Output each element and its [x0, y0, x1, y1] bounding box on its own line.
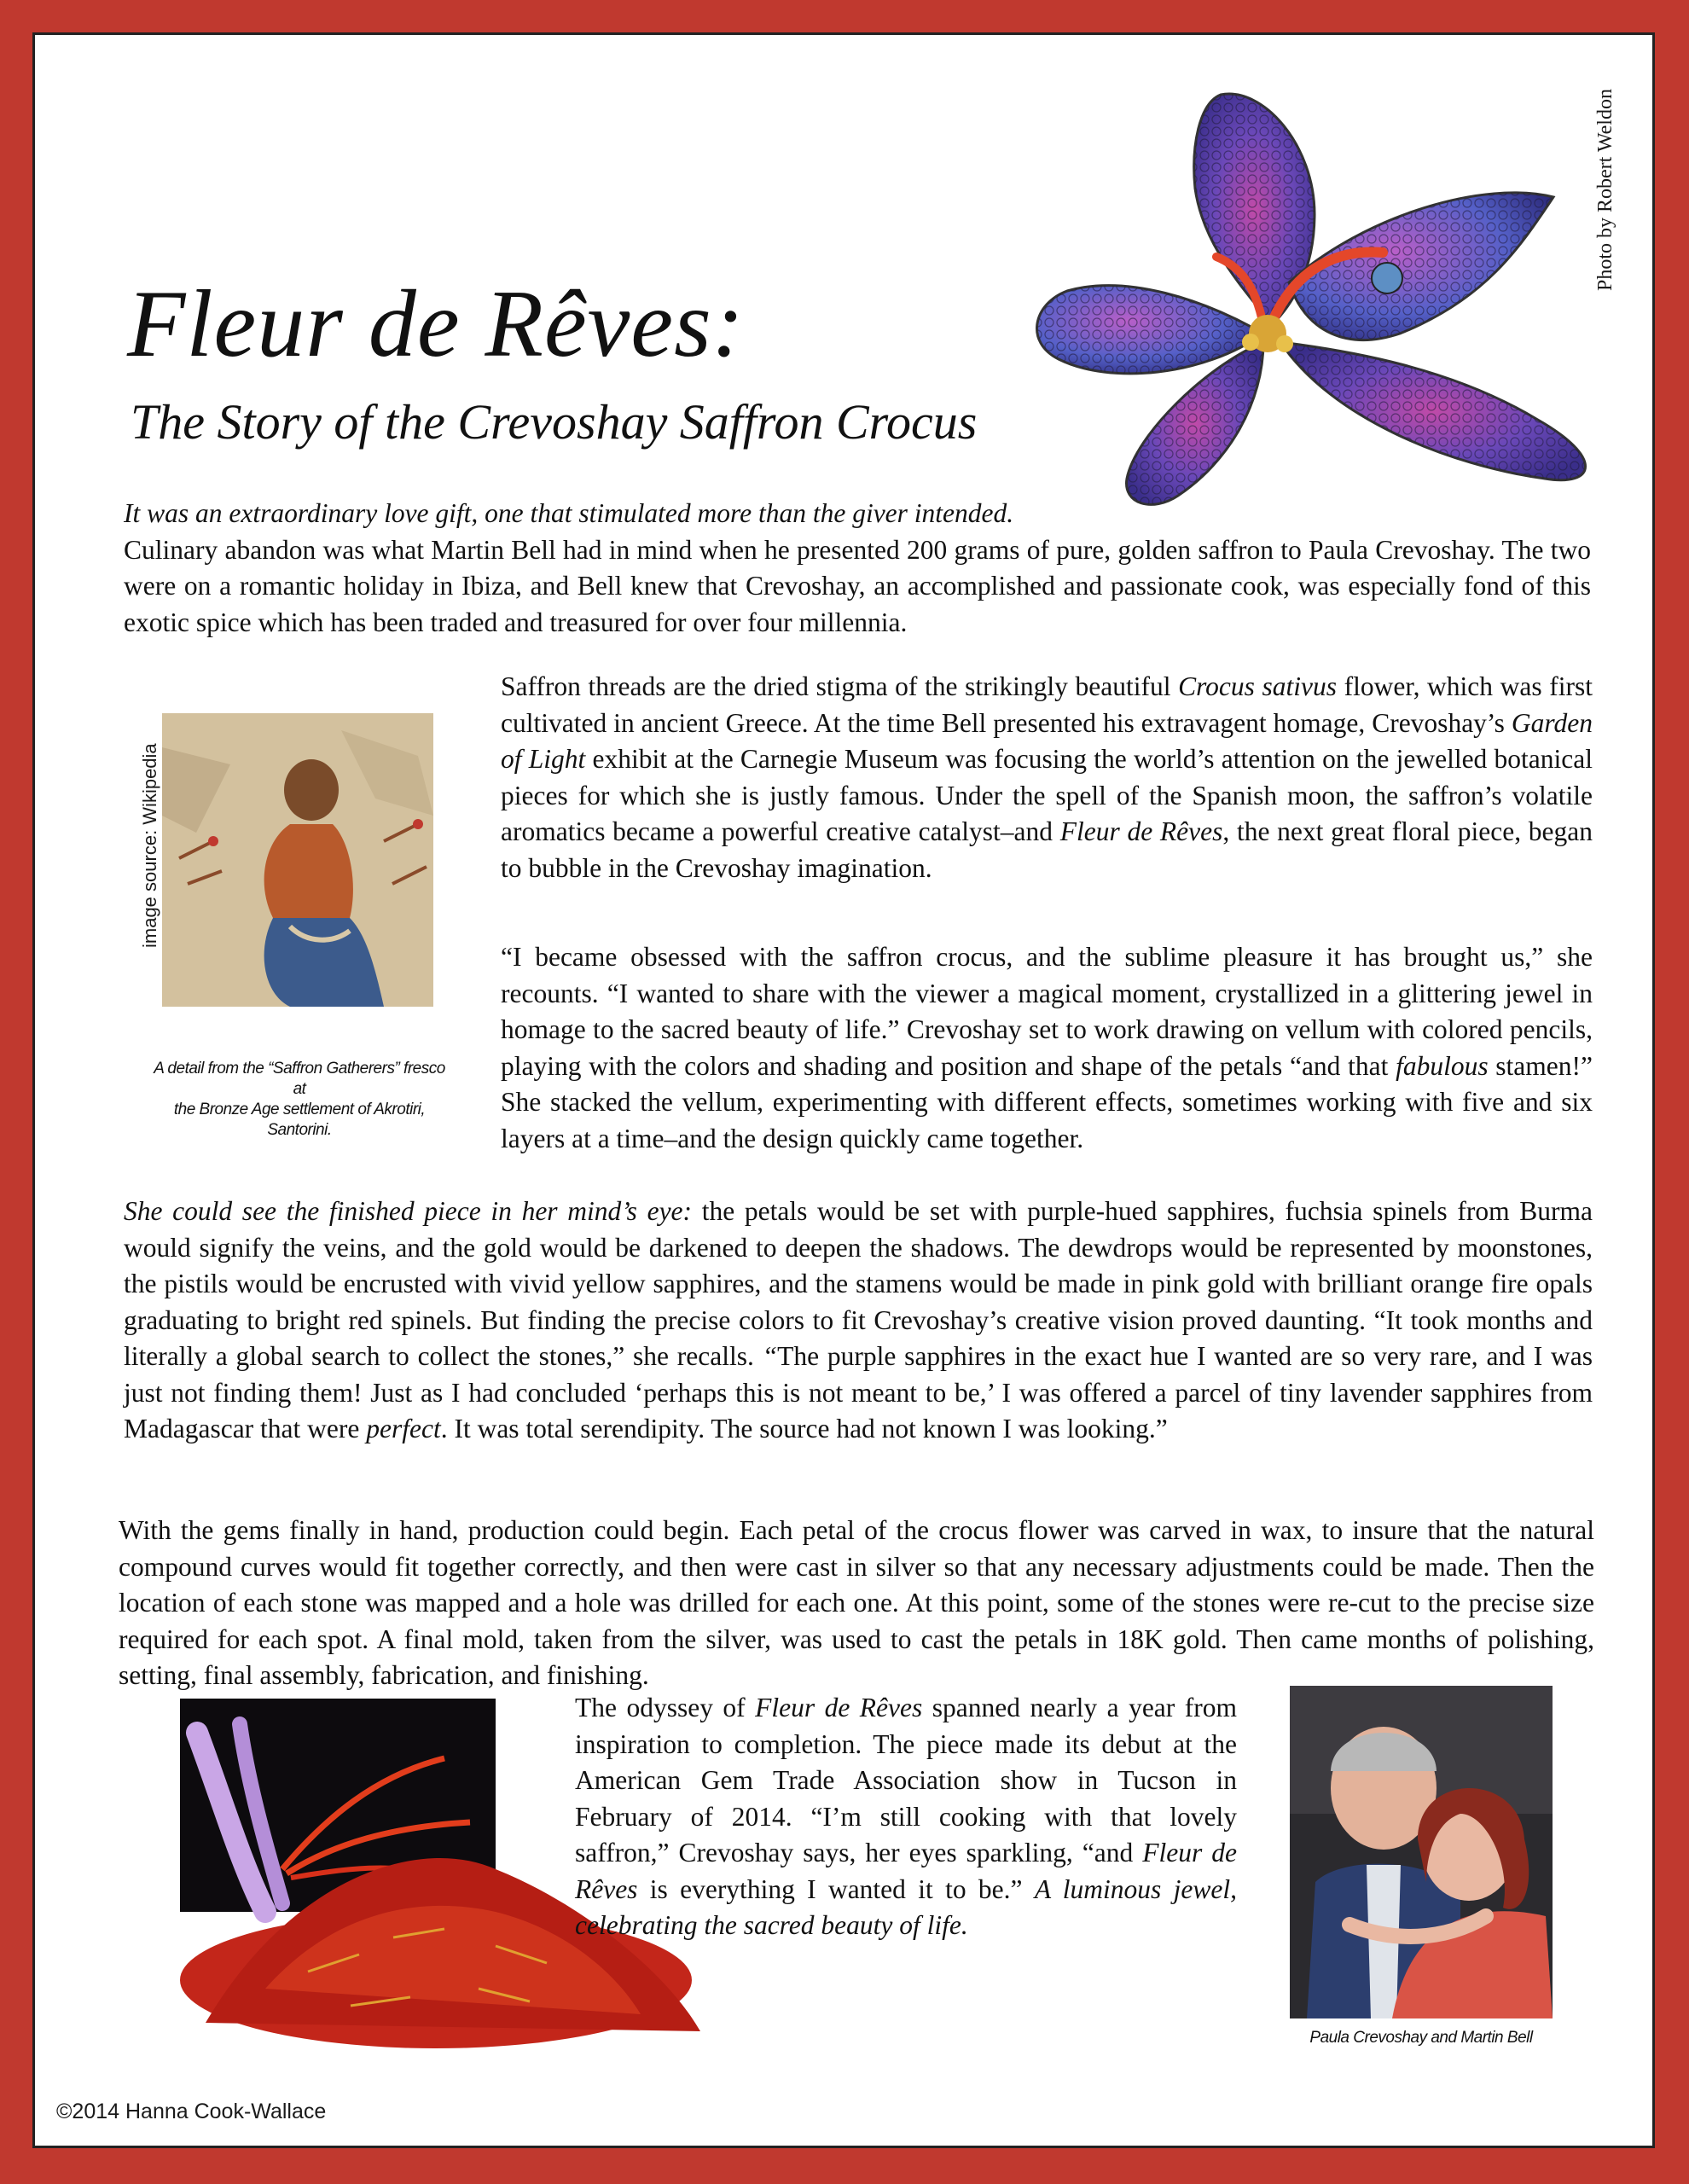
photo-caption: Paula Crevoshay and Martin Bell [1309, 2029, 1533, 2047]
brooch-image [1007, 78, 1622, 530]
paragraph-crocus [501, 669, 1593, 886]
p2-text-4: , the next great floral piece, began to bubble in the Crevoshay imagination. [501, 816, 1593, 883]
p6-text-2: spanned nearly a year from inspiration to completion. The piece made its debut at the American Gem Trade Association show in Tucson in February of 2014. “I’m still cooking with that lovely saffron,” Crevoshay says, her eyes sparkling, “and [575, 1693, 1237, 1867]
intro-paragraph [124, 496, 1591, 641]
p6-italic-1: Fleur de Rêves [755, 1693, 923, 1722]
p6-italic-3: A luminous jewel, celebrating the sacred beauty of life. [575, 1873, 1237, 1940]
intro-text: Culinary abandon was what Martin Bell had in mind when he presented 200 grams of pure, golden saffron to Paula Crevoshay. The two were on a romantic holiday in Ibiza, and Bell knew that Crevoshay, an accomplished and passionate cook, was especially fond of this exotic spice which has been traded and treasured for over four millennia. [124, 534, 1591, 637]
article-title: Fleur de Rêves: [127, 271, 745, 377]
article-page [32, 32, 1655, 2148]
p2-italic-2: Garden of Light [501, 707, 1593, 774]
p4-text-1: the petals would be set with purple-hued sapphires, fuchsia spinels from Burma would signify the veins, and the gold would be darkened to deepen the shadows. The dewdrops would be represented by moonstones, the pistils would be encrusted with vivid yellow sapphires, and the stamens would be made in pink gold with brilliant orange fire opals graduating to bright red spinels. But finding the precise colors to fit Crevoshay’s creative vision proved daunting. “It took months and literally a global search to collect the stones,” she recalls. [124, 1196, 1593, 1371]
p4-lead: She could see the finished piece in her mind’s eye: [124, 1196, 693, 1226]
paragraph-obsessed [501, 939, 1593, 1157]
p3-text-1: “I became obsessed with the saffron crocus, and the sublime pleasure it has brought us,” she recounts. “I wanted to share with the viewer a magical moment, crystallized in a glittering jewel in homage to the sacred beauty of life.” Crevoshay set to work drawing on vellum with colored pencils, playing with the colors and shading and position and shape of the petals “and that [501, 942, 1593, 1081]
p3-text-2: stamen!” She stacked the vellum, experimenting with different effects, sometimes working with five and six layers at a time–and the design quickly came together. [501, 1050, 1593, 1153]
couple-photo [1290, 1686, 1553, 2018]
p4-text-3: . It was total serendipity. The source had not known I was looking.” [440, 1414, 1168, 1443]
fresco-source: image source: Wikipedia [139, 743, 160, 948]
intro-lead: It was an extraordinary love gift, one that stimulated more than the giver intended. [124, 498, 1014, 528]
p3-italic-1: fabulous [1396, 1050, 1489, 1081]
p2-text-1: Saffron threads are the dried stigma of the strikingly beautiful [501, 671, 1179, 701]
fresco-caption [146, 1059, 453, 1141]
p2-italic-1: Crocus sativus [1178, 671, 1338, 701]
fresco-caption-line-1: A detail from the “Saffron Gatherers” fresco at [154, 1060, 445, 1098]
paragraph-minds-eye [124, 1194, 1593, 1448]
p4-text-2: The purple sapphires in the exact hue I wanted are so very rare, and I was just not finding them! Just as I had concluded ‘perhaps this is not meant to be,’ I was offered a parcel of tiny lavender sapphires from Madagascar that were [124, 1341, 1593, 1443]
p6-italic-2: Fleur de Rêves [575, 1838, 1238, 1904]
article-subtitle: The Story of the Crevoshay Saffron Crocus [131, 394, 978, 450]
photo-credit: Photo by Robert Weldon [1594, 89, 1616, 291]
p5-text: With the gems finally in hand, production could begin. Each petal of the crocus flower was carved in wax, to insure that the natural compound curves would fit together correctly, and then were cast in silver so that any necessary adjustments could be made. Then the location of each stone was mapped and a hole was drilled for each one. At this point, some of the stones were re-cut to the precise size required for each spot. A final mold, taken from the silver, was used to cast the petals in 18K gold. Then came months of polishing, setting, final assembly, fabrication, and finishing. [119, 1515, 1594, 1690]
p6-text-3: is everything I wanted it to be.” [637, 1873, 1035, 1904]
fresco-caption-line-2: the Bronze Age settlement of Akrotiri, Santorini. [173, 1101, 426, 1139]
p6-text-1: The odyssey of [575, 1693, 756, 1722]
p4-italic-2: perfect [366, 1414, 441, 1443]
paragraph-production [119, 1513, 1594, 1694]
copyright: ©2014 Hanna Cook-Wallace [56, 2100, 327, 2123]
fresco-image [162, 713, 433, 1007]
p2-italic-3: Fleur de Rêves [1059, 816, 1223, 846]
p2-text-3: exhibit at the Carnegie Museum was focusing the world’s attention on the jewelled botanical pieces for which she is justly famous. Under the spell of the Spanish moon, the saffron’s volatile aromatics became a powerful creative catalyst–and [501, 744, 1593, 846]
paragraph-odyssey [575, 1690, 1237, 1944]
p2-text-2: flower, which was first cultivated in ancient Greece. At the time Bell presented his extravagent homage, Crevoshay’s [501, 671, 1593, 738]
p4-italic-1: “ [762, 1341, 778, 1371]
